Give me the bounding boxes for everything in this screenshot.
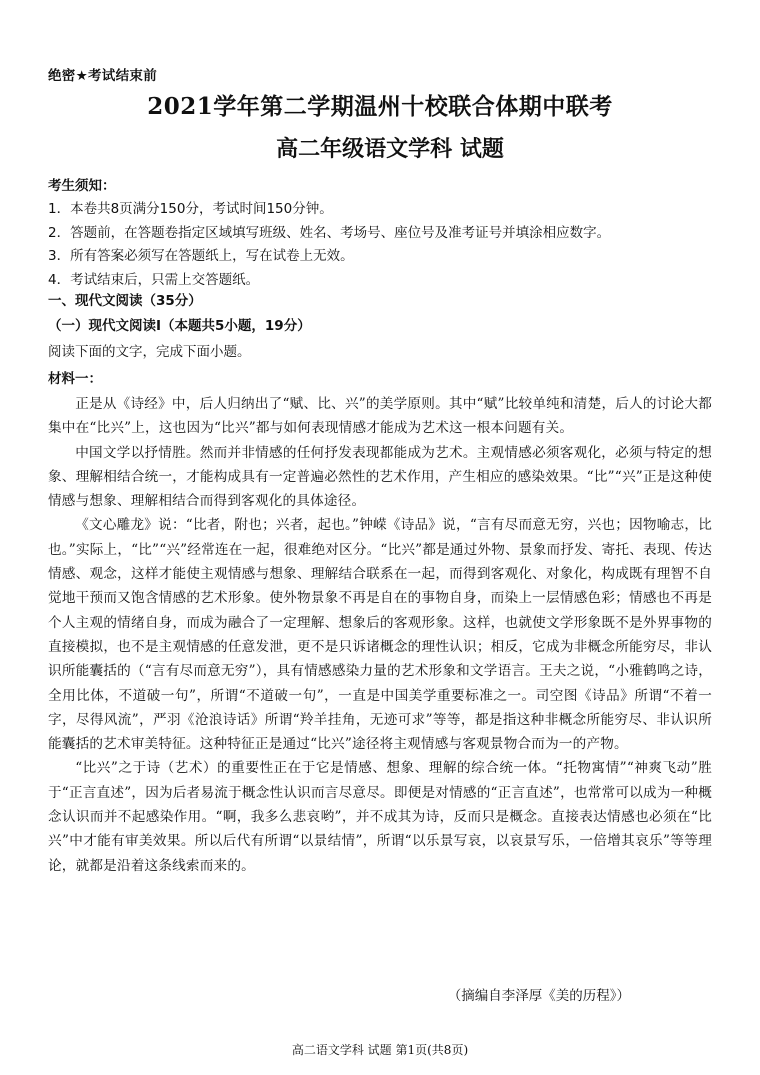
page-footer: 高二语文学科 试题 第1页(共8页) bbox=[291, 1043, 469, 1057]
notice-item: 1．本卷共8页满分150分，考试时间150分钟。 bbox=[48, 201, 333, 217]
passage-source: （摘编自李泽厚《美的历程》） bbox=[447, 988, 630, 1004]
passage bbox=[48, 392, 712, 878]
material-heading: 材料一： bbox=[48, 371, 102, 387]
notice-item: 2．答题前，在答题卷指定区域填写班级、姓名、考场号、座位号及准考证号并填涂相应数字。 bbox=[48, 224, 611, 241]
passage-paragraph: 《文心雕龙》说：“比者，附也；兴者，起也。”钟嵘《诗品》说，“言有尽而意无穷，兴也；因物喻志，比也。”实际上，“比”“兴”经常连在一起，很难绝对区分。“比兴”都是通过外物、景象而抒发、寄托、表现、传达情感、观念，这样才能使主观情感与想象、理解结合联系在一起，而得到客观化、对象化，构成既有理智不自觉地干预而又饱含情感的艺术形象。使外物景象不再是自在的事物自身，而染上一层情感色彩；情感也不再是个人主观的情绪自身，而成为融合了一定理解、想象后的客观形象。这样，也就使文学形象既不是外界事物的直接模拟，也不是主观情感的任意发泄，更不是只诉诸概念的理性认识；相反，它成为非概念所能穷尽，非认识所能囊括的（“言有尽而意无穷”），具有情感感染力量的艺术形象和文学语言。王夫之说，“小雅鹤鸣之诗，全用比体，不道破一句”，所谓“不道破一句”，一直是中国美学重要标准之一。司空图《诗品》所谓“不着一字，尽得风流”，严羽《沧浪诗话》所谓“羚羊挂角，无迹可求”等等，都是指这种非概念所能穷尽、非认识所能囊括的艺术审美特征。这种特征正是通过“比兴”途径将主观情感与客观景物合而为一的产物。 bbox=[48, 517, 712, 753]
notice-list bbox=[48, 198, 610, 292]
instruction-text: 阅读下面的文字，完成下面小题。 bbox=[48, 344, 251, 360]
exam-subtitle: 高二年级语文学科 试题 bbox=[276, 136, 504, 162]
exam-title: 2021学年第二学期温州十校联合体期中联考 bbox=[147, 93, 613, 120]
passage-paragraph: 中国文学以抒情胜。然而并非情感的任何抒发表现都能成为艺术。主观情感必须客观化，必须与特定的想象、理解相结合统一，才能构成具有一定普遍必然性的艺术作用，产生相应的感染效果。“比”“兴”正是这种使情感与想象、理解相结合而得到客观化的具体途径。 bbox=[48, 444, 712, 510]
confidential-label: 绝密★考试结束前 bbox=[48, 68, 158, 84]
notice-heading: 考生须知： bbox=[48, 178, 116, 194]
notice-item: 3．所有答案必须写在答题纸上，写在试卷上无效。 bbox=[48, 248, 354, 264]
passage-paragraph: 正是从《诗经》中，后人归纳出了“赋、比、兴”的美学原则。其中“赋”比较单纯和清楚，后人的讨论大都集中在“比兴”上，这也因为“比兴”都与如何表现情感才能成为艺术这一根本问题有关。 bbox=[48, 396, 712, 437]
notice-item: 4．考试结束后，只需上交答题纸。 bbox=[48, 271, 260, 288]
section-heading: 一、现代文阅读（35分） bbox=[48, 293, 202, 309]
passage-paragraph: “比兴”之于诗（艺术）的重要性正在于它是情感、想象、理解的综合统一体。“托物寓情”“神爽飞动”胜于“正言直述”，因为后者易流于概念性认识而言尽意尽。即便是对情感的“正言直述”，也常常可以成为一种概念认识而并不起感染作用。“啊，我多么悲哀哟”，并不成其为诗，反而只是概念。直接表达情感也必须在“比兴”中才能有审美效果。所以后代有所谓“以景结情”，所谓“以乐景写哀，以哀景写乐，一倍增其哀乐”等等理论，就都是沿着这条线索而来的。 bbox=[48, 760, 712, 874]
subsection-heading: （一）现代文阅读Ⅰ（本题共5小题，19分） bbox=[48, 318, 311, 334]
